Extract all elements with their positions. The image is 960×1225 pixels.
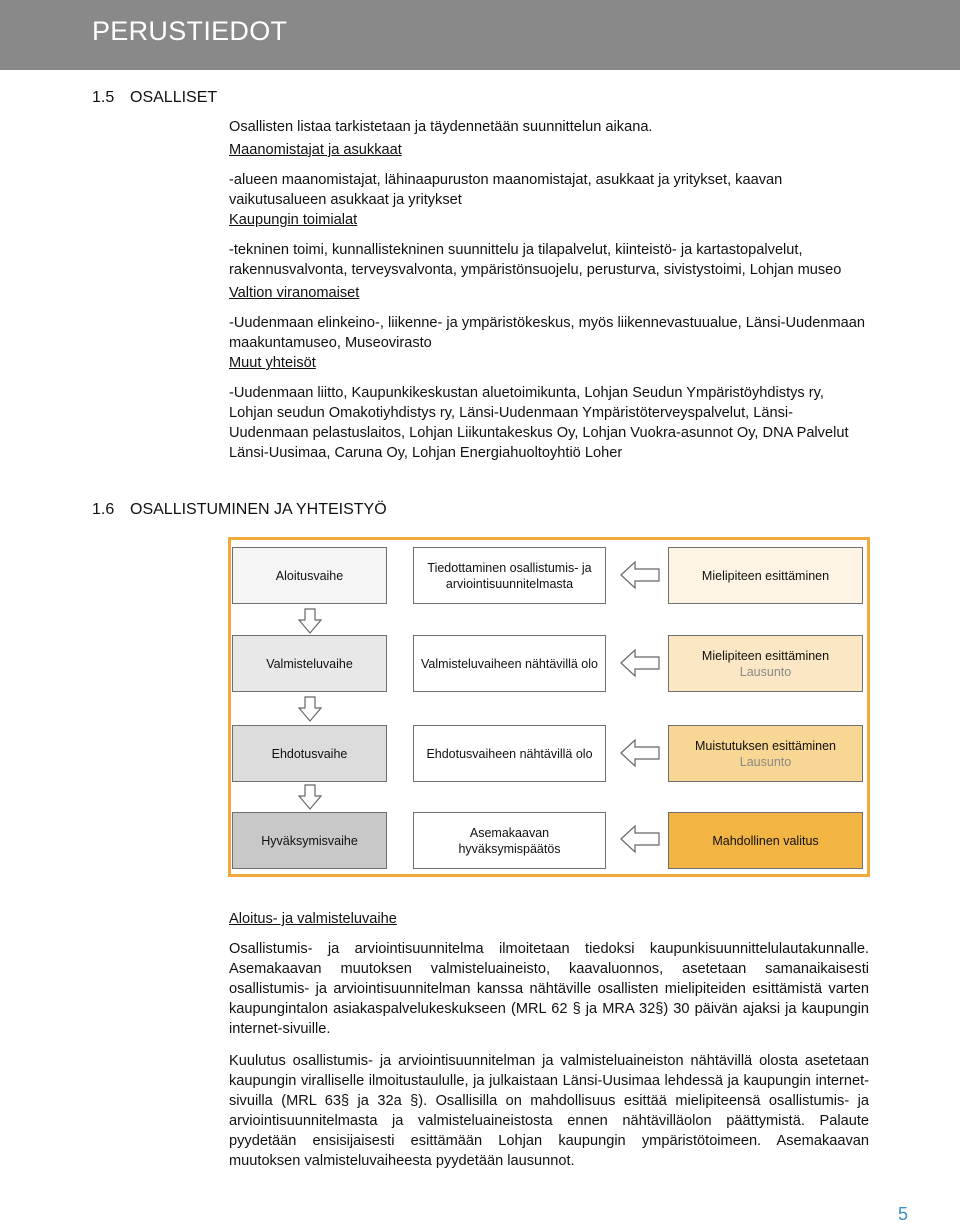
arrow-down-icon xyxy=(298,608,322,634)
arrow-left-icon xyxy=(620,648,660,678)
participation-box-hyvaksyminen xyxy=(668,812,863,869)
phase-box-valmistelu xyxy=(232,635,387,692)
event-label: Asemakaavan hyväksymispäätös xyxy=(458,825,561,856)
event-box-hyvaksyminen xyxy=(413,812,606,869)
phase-box-aloitus xyxy=(232,547,387,604)
page-title: PERUSTIEDOT xyxy=(92,16,288,46)
section-title: OSALLISTUMINEN JA YHTEISTYÖ xyxy=(130,501,387,518)
group-text-valtion: -Uudenmaan elinkeino-, liikenne- ja ympäristökeskus, myös liikennevastuualue, Länsi-Uudenmaan maakuntamuseo, Museovirasto xyxy=(229,315,865,351)
group-heading-maanomistajat: Maanomistajat ja asukkaat xyxy=(229,142,402,158)
event-box-valmistelu xyxy=(413,635,606,692)
participation-box-valmistelu xyxy=(668,635,863,692)
body-content xyxy=(229,909,869,1171)
group-text-muut: -Uudenmaan liitto, Kaupunkikeskustan aluetoimikunta, Lohjan Seudun Ympäristöyhdistys ry, Lohjan seudun Omakotiyhdistys ry, Länsi-Uudenmaan Ympäristöterveyspalvelut, Länsi-Uudenmaan pelastuslaitos, Lohjan Liikuntakeskus Oy, Lohjan Vuokra-asunnot Oy, DNA Palvelut Länsi-Uusimaa, Caruna Oy, Lohjan Energiahuoltoyhtiö Loher xyxy=(229,385,849,461)
section-heading-osallistuminen xyxy=(92,501,387,519)
section-title: OSALLISET xyxy=(130,89,218,106)
participation-box-ehdotus xyxy=(668,725,863,782)
participation-label: Muistutuksen esittäminen xyxy=(694,738,837,753)
event-label: Valmisteluvaiheen nähtävillä olo xyxy=(421,656,598,671)
participation-box-aloitus xyxy=(668,547,863,604)
arrow-down-icon xyxy=(298,696,322,722)
event-label: Ehdotusvaiheen nähtävillä olo xyxy=(426,746,593,761)
phase-box-ehdotus xyxy=(232,725,387,782)
section-heading-osalliset xyxy=(92,89,217,107)
participation-sublabel: Lausunto xyxy=(739,664,792,679)
body-subheading: Aloitus- ja valmisteluvaihe xyxy=(229,911,397,927)
osalliset-content xyxy=(229,117,869,463)
phase-box-hyvaksyminen xyxy=(232,812,387,869)
section-number: 1.5 xyxy=(92,89,115,106)
participation-label: Mahdollinen valitus xyxy=(712,833,819,848)
event-label: Tiedottaminen osallistumis- ja arviointisuunnitelmasta xyxy=(427,560,592,591)
group-heading-valtion: Valtion viranomaiset xyxy=(229,285,360,301)
arrow-left-icon xyxy=(620,560,660,590)
arrow-left-icon xyxy=(620,824,660,854)
page-number: 5 xyxy=(898,1204,909,1224)
phase-label: Valmisteluvaihe xyxy=(266,656,353,671)
phase-label: Ehdotusvaihe xyxy=(271,746,348,761)
arrow-down-icon xyxy=(298,784,322,810)
body-paragraph-1: Osallistumis- ja arviointisuunnitelma ilmoitetaan tiedoksi kaupunkisuunnittelulautakunnalle. Asemakaavan muutoksen valmisteluaineisto, kaavaluonnos, asetetaan samanaikaisesti osallistumis- ja arviointisuunnitelman kanssa nähtäville osallisten mielipiteiden esittämistä varten kaupungintalon asiakaspalvelukeskukseen (MRL 62 § ja MRA 32§) 30 päivän ajaksi ja kaupungin internet-sivuille. xyxy=(229,941,869,1037)
group-heading-muut: Muut yhteisöt xyxy=(229,355,316,371)
osalliset-intro: Osallisten listaa tarkistetaan ja täydennetään suunnittelun aikana. xyxy=(229,119,653,135)
group-text-toimialat: -tekninen toimi, kunnallistekninen suunnittelu ja tilapalvelut, kiinteistö- ja kartastopalvelut, rakennusvalvonta, terveysvalvonta, ympäristönsuojelu, perusturva, sivistystoimi, Lohjan museo xyxy=(229,242,842,278)
section-number: 1.6 xyxy=(92,501,115,518)
phase-label: Hyväksymisvaihe xyxy=(261,833,358,848)
event-box-ehdotus xyxy=(413,725,606,782)
group-text-maanomistajat: -alueen maanomistajat, lähinaapuruston maanomistajat, asukkaat ja yritykset, kaavan vaikutusalueen asukkaat ja yritykset xyxy=(229,172,783,208)
participation-label: Mielipiteen esittäminen xyxy=(701,648,830,663)
participation-sublabel: Lausunto xyxy=(739,754,792,769)
phase-label: Aloitusvaihe xyxy=(275,568,344,583)
group-heading-toimialat: Kaupungin toimialat xyxy=(229,212,358,228)
body-paragraph-2: Kuulutus osallistumis- ja arviointisuunnitelman ja valmisteluaineiston nähtävillä olosta asetetaan kaupungin viralliselle ilmoitustaululle, ja julkaistaan Länsi-Uusimaa lehdessä ja kaupungin internet-sivuilla (MRL 63§ ja 32a §). Osallisilla on mahdollisuus esittää mielipiteensä osallistumis- ja arviointisuunnitelmasta ja valmisteluaineistosta ennen nähtävilläolon päättymistä. Palaute pyydetään ensisijaisesti esittämään Lohjan kaupungin ympäristötoimeen. Asemakaavan muutoksen valmisteluvaiheesta pyydetään lausunnot. xyxy=(229,1053,869,1169)
participation-label: Mielipiteen esittäminen xyxy=(701,568,830,583)
arrow-left-icon xyxy=(620,738,660,768)
event-box-aloitus xyxy=(413,547,606,604)
